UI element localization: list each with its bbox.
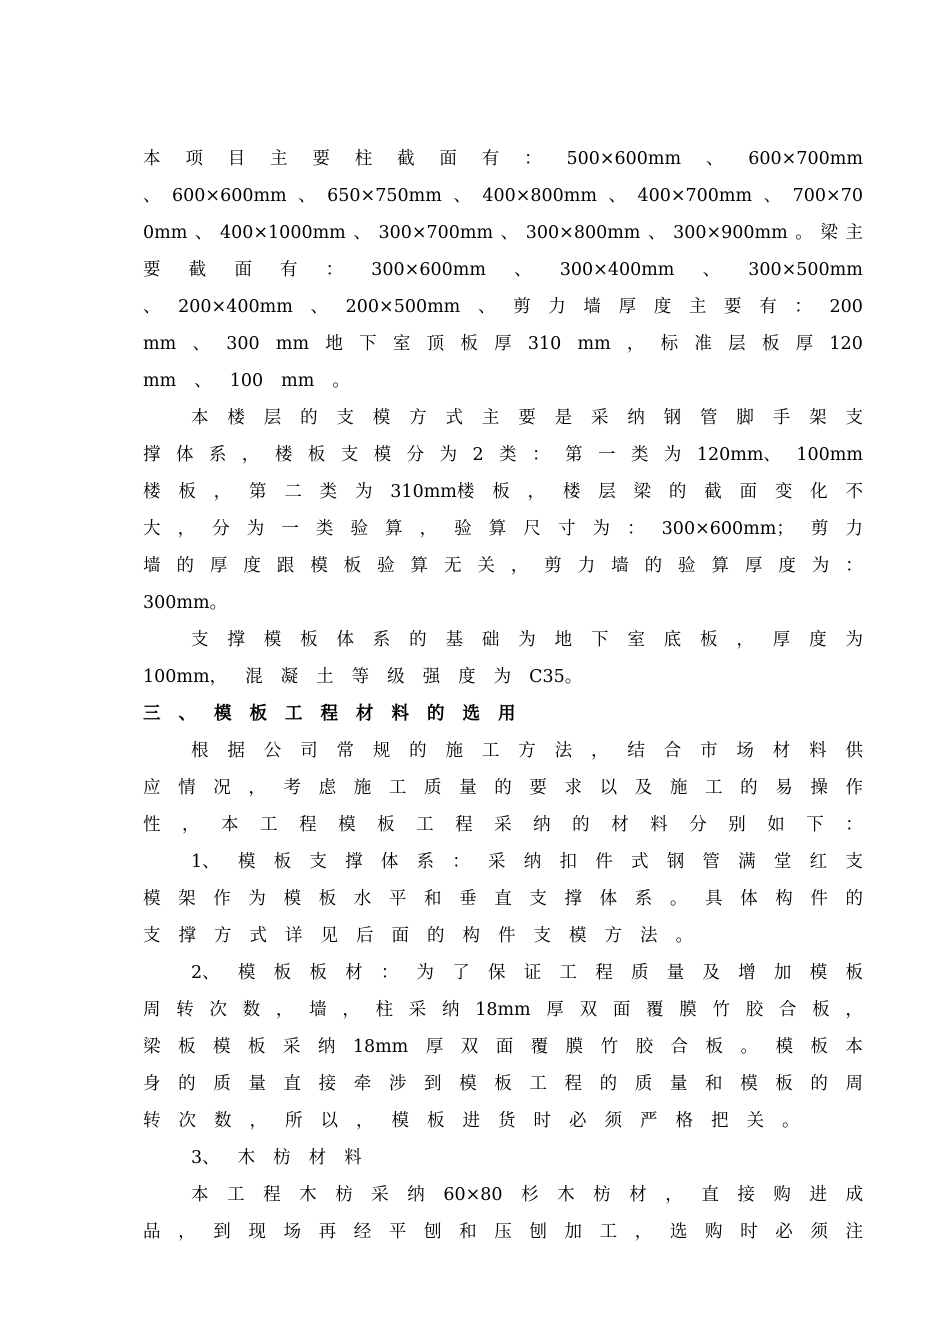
text-line: 根 据 公 司 常 规 的 施 工 方 法 ， 结 合 市 场 材 料 供 — [191, 741, 863, 761]
text-line: 大 ， 分 为 一 类 验 算 ， 验 算 尺 寸 为 ： 300×600mm； 剪 力 — [143, 519, 863, 539]
text-line: 2、 模 板 板 材 ： 为 了 保 证 工 程 质 量 及 增 加 模 板 — [191, 963, 863, 983]
text-line: 1、 模 板 支 撑 体 系 ： 采 纳 扣 件 式 钢 管 满 堂 红 支 — [191, 852, 863, 872]
text-line: 支 撑 模 板 体 系 的 基 础 为 地 下 室 底 板 ， 厚 度 为 — [191, 630, 863, 650]
text-line: 性 ， 本 工 程 模 板 工 程 采 纳 的 材 料 分 别 如 下 ： — [143, 815, 863, 835]
text-line: 梁 板 模 板 采 纳 18mm 厚 双 面 覆 膜 竹 胶 合 板 。 模 板 本 — [143, 1037, 863, 1057]
text-line: 要 截 面 有 ： 300×600mm 、 300×400mm 、 300×500mm — [143, 260, 863, 280]
paragraph — [143, 955, 863, 1140]
paragraph — [143, 733, 863, 844]
paragraph — [143, 622, 863, 696]
text-line: 本 工 程 木 枋 采 纳 60×80 杉 木 枋 材 ， 直 接 购 进 成 — [191, 1185, 863, 1205]
paragraph — [143, 141, 863, 400]
text-line: 品 ， 到 现 场 再 经 平 刨 和 压 刨 加 工 ， 选 购 时 必 须 注 — [143, 1222, 863, 1242]
text-line: 100mm， 混 凝 土 等 级 强 度 为 C35。 — [143, 667, 583, 687]
text-line: 300mm。 — [143, 593, 228, 613]
text-line: 模 架 作 为 模 板 水 平 和 垂 直 支 撑 体 系 。 具 体 构 件 的 — [143, 889, 863, 909]
paragraph — [143, 844, 863, 955]
paragraph — [143, 400, 863, 622]
paragraph — [143, 1177, 863, 1251]
text-line: 0mm 、 400×1000mm 、 300×700mm 、 300×800mm 、 300×900mm 。 梁 主 — [143, 223, 863, 243]
text-line: 应 情 况 ， 考 虑 施 工 质 量 的 要 求 以 及 施 工 的 易 操 作 — [143, 778, 863, 798]
text-line: 周 转 次 数 ， 墙 ， 柱 采 纳 18mm 厚 双 面 覆 膜 竹 胶 合 板 ， — [143, 1000, 863, 1020]
text-line: mm 、 300 mm 地 下 室 顶 板 厚 310 mm ， 标 准 层 板 厚 120 — [143, 334, 863, 354]
text-line: 3、 木 枋 材 料 — [191, 1148, 362, 1168]
text-line: 、 200×400mm 、 200×500mm 、 剪 力 墙 厚 度 主 要 有 ： 200 — [143, 297, 863, 317]
text-line: 支 撑 方 式 详 见 后 面 的 构 件 支 模 方 法 。 — [143, 926, 693, 946]
text-line: 本 楼 层 的 支 模 方 式 主 要 是 采 纳 钢 管 脚 手 架 支 — [191, 408, 863, 428]
text-line: 墙 的 厚 度 跟 模 板 验 算 无 关 ， 剪 力 墙 的 验 算 厚 度 为 ： — [143, 556, 863, 576]
text-line: 转 次 数 ， 所 以 ， 模 板 进 货 时 必 须 严 格 把 关 。 — [143, 1111, 800, 1131]
text-line: 本 项 目 主 要 柱 截 面 有 ： 500×600mm 、 600×700mm — [143, 149, 863, 169]
text-line: mm 、 100 mm 。 — [143, 371, 350, 391]
text-line: 三 、 模 板 工 程 材 料 的 选 用 — [143, 704, 526, 724]
paragraph — [143, 1140, 863, 1177]
document-body — [143, 141, 863, 1251]
text-line: 、 600×600mm 、 650×750mm 、 400×800mm 、 400×700mm 、 700×70 — [143, 186, 863, 206]
text-line: 身 的 质 量 直 接 牵 涉 到 模 板 工 程 的 质 量 和 模 板 的 周 — [143, 1074, 863, 1094]
text-line: 楼 板 ， 第 二 类 为 310mm楼 板 ， 楼 层 梁 的 截 面 变 化 不 — [143, 482, 863, 502]
section-heading — [143, 696, 863, 733]
text-line: 撑 体 系 ， 楼 板 支 模 分 为 2 类 ： 第 一 类 为 120mm、 100mm — [143, 445, 863, 465]
